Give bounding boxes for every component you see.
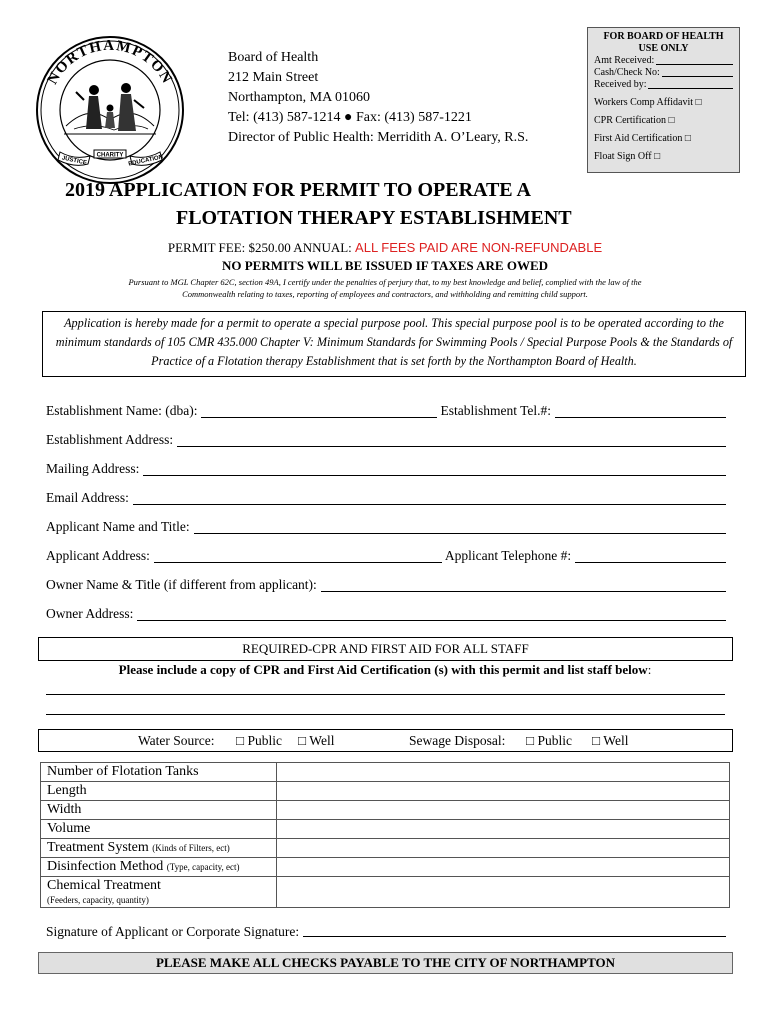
no-permits-notice: NO PERMITS WILL BE ISSUED IF TAXES ARE OWED [221,258,549,273]
water-source-label: Water Source: [138,733,215,748]
sewage-disposal-label: Sewage Disposal: [409,733,506,748]
treatment-label-cell [41,839,277,858]
length-value-cell[interactable] [277,782,730,801]
amt-received-row [594,55,733,67]
title-line-2: FLOTATION THERAPY ESTABLISHMENT [176,207,572,229]
mailing-label: Mailing Address: [46,461,140,476]
cpr-instruction-colon: : [647,662,652,677]
chemical-label: Chemical Treatment [47,878,161,893]
cpr-cert-checkbox[interactable]: CPR Certification □ [594,115,675,126]
table-row [41,839,730,858]
owner-address-line[interactable] [137,606,726,621]
applicant-address-field [46,548,726,566]
disinfection-label-cell [41,858,277,877]
amt-received-label: Amt Received: [594,55,655,66]
seal-motto-right: EDUCATION [127,154,164,168]
contact-street: 212 Main Street [228,70,319,85]
contact-phone-fax: Tel: (413) 587-1214 ● Fax: (413) 587-1221 [228,110,472,125]
owner-address-label: Owner Address: [46,606,134,621]
workers-comp-checkbox[interactable]: Workers Comp Affidavit □ [594,97,702,108]
applicant-tel-label: Applicant Telephone #: [444,548,572,563]
application-statement: Application is hereby made for a permit to operate a special purpose pool. This special purpose pool is to be operated according to the minimum standards of 105 CMR 435.000 Chapter V: Minimum Standards for Swimming Pools / Special Purpose Pools & the Standards of Practice of a Flotation therapy Establishment that is set forth by the Northampton Board of Health. [42,311,746,377]
office-use-heading: FOR BOARD OF HEALTH USE ONLY [603,31,724,54]
signature-label: Signature of Applicant or Corporate Signature: [46,924,300,939]
cpr-instruction [0,662,770,678]
table-row [41,877,730,908]
non-refundable-warning: ALL FEES PAID ARE NON-REFUNDABLE [355,240,603,255]
signature-line[interactable] [303,924,726,937]
table-row [41,763,730,782]
cpr-heading: REQUIRED-CPR AND FIRST AID FOR ALL STAFF [38,637,733,661]
checks-payable-notice: PLEASE MAKE ALL CHECKS PAYABLE TO THE CITY OF NORTHAMPTON [38,952,733,974]
chemical-note: (Feeders, capacity, quantity) [47,895,149,905]
first-aid-cert-checkbox[interactable]: First Aid Certification □ [594,133,691,144]
treatment-value-cell[interactable] [277,839,730,858]
table-row [41,858,730,877]
cash-check-row [594,67,733,79]
sewage-well-checkbox[interactable]: □ Well [592,733,629,748]
table-row [41,801,730,820]
sewage-public-checkbox[interactable]: □ Public [526,733,573,748]
est-tel-line[interactable] [555,403,726,418]
mailing-address-field [46,461,726,479]
mailing-line[interactable] [143,461,726,476]
length-label: Length [41,782,277,801]
disinfection-note: (Type, capacity, ect) [166,862,240,872]
permit-fee-label: PERMIT FEE: $250.00 ANNUAL: [167,240,356,255]
board-contact-info [228,48,528,148]
establishment-name-field [46,403,726,421]
tax-cert-line-1: Pursuant to MGL Chapter 62C, section 49A, I certify under the penalties of perjury that, to my best knowledge and belief, complied with the law of the [128,277,642,287]
chemical-value-cell[interactable] [277,877,730,908]
applicant-address-line[interactable] [154,548,442,563]
signature-field [46,924,726,940]
staff-list-line-2[interactable] [46,714,725,715]
treatment-note: (Kinds of Filters, ect) [152,843,230,853]
owner-address-field [46,606,726,624]
svg-text:NORTHAMPTON [45,38,176,87]
permit-fee [0,240,770,256]
disinfection-label: Disinfection Method [47,859,164,874]
applicant-name-line[interactable] [194,519,726,534]
received-by-line[interactable] [648,79,733,89]
cpr-instruction-text: Please include a copy of CPR and First Aid Certification (s) with this permit and list staff below [118,662,648,677]
applicant-name-label: Applicant Name and Title: [46,519,190,534]
tanks-label: Number of Flotation Tanks [41,763,277,782]
cash-check-label: Cash/Check No: [594,67,660,78]
contact-city: Northampton, MA 01060 [228,90,370,105]
seal-top-text: NORTHAMPTON [44,37,176,88]
email-address-field [46,490,726,508]
staff-list-line-1[interactable] [46,694,725,695]
applicant-tel-line[interactable] [575,548,726,563]
float-sign-off-checkbox[interactable]: Float Sign Off □ [594,151,661,162]
amt-received-line[interactable] [656,55,733,65]
tax-certification-text [0,276,770,300]
email-label: Email Address: [46,490,129,505]
est-address-label: Establishment Address: [46,432,174,447]
water-well-checkbox[interactable]: □ Well [298,733,335,748]
email-line[interactable] [133,490,726,505]
contact-director: Director of Public Health: Merridith A. O’Leary, R.S. [228,130,529,145]
received-by-label: Received by: [594,79,647,90]
est-name-line[interactable] [201,403,437,418]
contact-org: Board of Health [228,50,319,65]
table-row [41,820,730,839]
width-value-cell[interactable] [277,801,730,820]
received-by-row [594,79,733,91]
seal-motto-left: JUSTICE [61,155,88,167]
tanks-value-cell[interactable] [277,763,730,782]
seal-motto-mid: CHARITY [96,152,124,159]
owner-name-field [46,577,726,595]
office-use-box [587,27,740,173]
cash-check-line[interactable] [662,67,733,77]
disinfection-value-cell[interactable] [277,858,730,877]
table-row [41,782,730,801]
est-tel-label: Establishment Tel.#: [440,403,552,418]
est-name-label: Establishment Name: (dba): [46,403,198,418]
applicant-name-field [46,519,726,537]
owner-name-line[interactable] [321,577,726,592]
width-label: Width [41,801,277,820]
volume-label: Volume [41,820,277,839]
volume-value-cell[interactable] [277,820,730,839]
water-public-checkbox[interactable]: □ Public [236,733,283,748]
est-address-line[interactable] [177,432,726,447]
chemical-label-cell [41,877,277,908]
city-seal-logo [34,34,186,186]
tax-cert-line-2: Commonwealth relating to taxes, reporting of employees and contractors, and withholding and remitting child support. [182,289,588,299]
owner-name-label: Owner Name & Title (if different from applicant): [46,577,317,592]
establishment-address-field [46,432,726,450]
applicant-address-label: Applicant Address: [46,548,150,563]
flotation-tank-table [40,762,730,908]
water-sewage-box [38,729,733,752]
title-line-1: 2019 APPLICATION FOR PERMIT TO OPERATE A [65,179,531,201]
treatment-label: Treatment System [47,840,149,855]
